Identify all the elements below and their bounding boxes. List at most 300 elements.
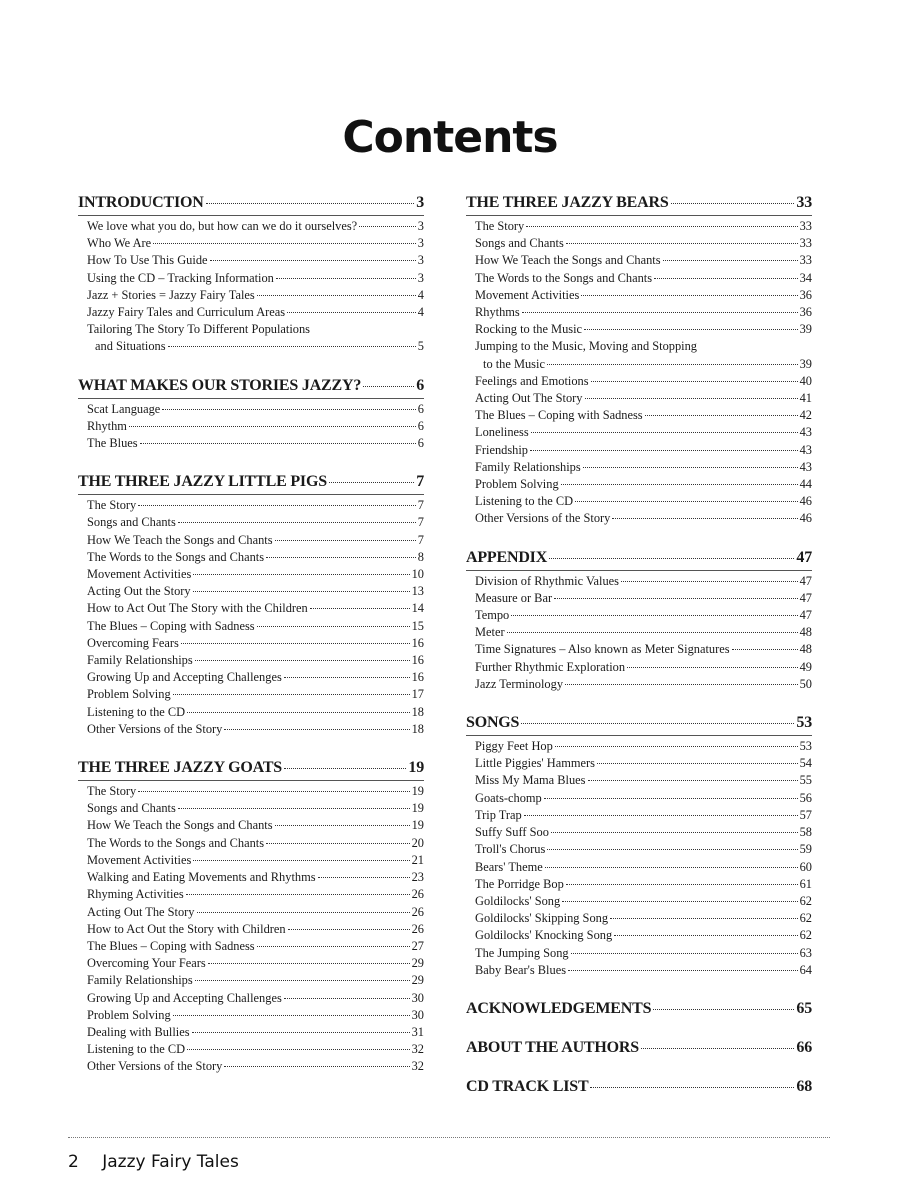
footer-page-number: 2 (68, 1152, 79, 1172)
entry-title: Dealing with Bullies (87, 1024, 190, 1039)
toc-entry (475, 590, 812, 607)
entry-page-number: 4 (417, 287, 424, 302)
toc-section (78, 471, 424, 738)
dot-leader (597, 763, 798, 764)
entry-title: Overcoming Your Fears (87, 956, 206, 971)
toc-entry (87, 618, 424, 635)
section-page-number: 3 (416, 194, 424, 211)
toc-entry (87, 235, 424, 252)
toc-entry (87, 1007, 424, 1024)
toc-entry (87, 972, 424, 989)
dot-leader (186, 894, 410, 895)
toc-entry (475, 476, 812, 493)
toc-entry (87, 270, 424, 287)
toc-section (78, 192, 424, 356)
toc-entry (87, 287, 424, 304)
entry-page-number: 42 (799, 408, 812, 423)
toc-entry (87, 669, 424, 686)
entry-title: Troll's Chorus (475, 842, 546, 857)
toc-section (466, 547, 812, 693)
entry-title: Movement Activities (475, 287, 580, 302)
entry-page-number: 13 (411, 584, 424, 599)
entry-title: How We Teach the Songs and Chants (87, 532, 273, 547)
toc-section (466, 192, 812, 528)
dot-leader (561, 484, 798, 485)
toc-entry (87, 904, 424, 921)
entry-page-number: 7 (417, 498, 424, 513)
entry-title: Family Relationships (475, 459, 581, 474)
entry-page-number: 53 (799, 739, 812, 754)
dot-leader (585, 398, 798, 399)
entry-page-number: 16 (411, 635, 424, 650)
entry-page-number: 26 (411, 887, 424, 902)
dot-leader (524, 815, 798, 816)
dot-leader (284, 677, 410, 678)
toc-entry (87, 304, 424, 321)
toc-entry (475, 338, 812, 372)
entry-page-number: 5 (417, 339, 424, 354)
entry-title: Family Relationships (87, 653, 193, 668)
dot-leader (195, 980, 410, 981)
entry-page-number: 43 (799, 425, 812, 440)
entry-title: The Words to the Songs and Chants (475, 270, 653, 285)
entry-page-number: 4 (417, 305, 424, 320)
page-title: Contents (342, 112, 558, 163)
toc-section (466, 1037, 812, 1060)
dot-leader (275, 540, 416, 541)
entry-page-number: 31 (411, 1024, 424, 1039)
dot-leader (193, 574, 409, 575)
dot-leader (363, 386, 414, 387)
dot-leader (614, 935, 797, 936)
entry-title: We love what you do, but how can we do it ourselves? (87, 219, 358, 233)
dot-leader (287, 312, 416, 313)
entry-title: Family Relationships (87, 973, 193, 988)
entry-title: The Story (87, 784, 137, 799)
dot-leader (575, 501, 798, 502)
section-page-number: 65 (796, 999, 812, 1017)
dot-leader (310, 608, 410, 609)
dot-leader (284, 768, 406, 769)
dot-leader (168, 346, 416, 347)
dot-leader (178, 522, 416, 523)
dot-leader (359, 226, 416, 227)
toc-entry (87, 252, 424, 269)
toc-section (78, 757, 424, 1075)
entry-page-number: 36 (799, 305, 812, 320)
entry-title: Meter (475, 625, 505, 640)
entry-title: How We Teach the Songs and Chants (475, 253, 661, 268)
toc-entry (475, 390, 812, 407)
toc-entry-list (78, 497, 424, 738)
section-page-number: 19 (408, 759, 424, 777)
entry-title: How To Use This Guide (87, 253, 208, 268)
dot-leader (257, 946, 410, 947)
toc-entry (475, 945, 812, 962)
dot-leader (566, 243, 798, 244)
entry-page-number: 36 (799, 287, 812, 302)
entry-page-number: 59 (799, 842, 812, 857)
dot-leader (522, 312, 798, 313)
toc-entry (87, 635, 424, 652)
toc-entry-list (78, 783, 424, 1075)
toc-section (466, 998, 812, 1021)
entry-page-number: 3 (417, 219, 424, 233)
dot-leader (627, 667, 798, 668)
dot-leader (562, 901, 797, 902)
toc-entry (87, 886, 424, 903)
dot-leader (568, 970, 798, 971)
entry-title: Rhythms (475, 305, 520, 320)
entry-title: Other Versions of the Story (87, 1059, 223, 1074)
entry-title: Other Versions of the Story (87, 721, 223, 736)
toc-entry (475, 772, 812, 789)
entry-page-number: 6 (417, 436, 424, 451)
dot-leader (187, 1049, 410, 1050)
dot-leader (192, 1032, 410, 1033)
entry-title: Growing Up and Accepting Challenges (87, 670, 282, 685)
toc-entry (475, 641, 812, 658)
dot-leader (526, 226, 797, 227)
entry-title: Jazzy Fairy Tales and Curriculum Areas (87, 305, 286, 320)
entry-title: Measure or Bar (475, 590, 553, 605)
toc-entry (475, 218, 812, 235)
toc-entry-list (78, 218, 424, 356)
toc-entry (87, 497, 424, 514)
entry-title: The Blues – Coping with Sadness (87, 618, 255, 633)
toc-entry (87, 549, 424, 566)
entry-title: Rocking to the Music (475, 322, 583, 337)
dot-leader (224, 1066, 409, 1067)
toc-entry (475, 607, 812, 624)
toc-entry (475, 510, 812, 527)
toc-entry (475, 573, 812, 590)
entry-title: The Words to the Songs and Chants (87, 835, 265, 850)
toc-section-heading (466, 1076, 812, 1099)
dot-leader (610, 918, 798, 919)
toc-entry (87, 783, 424, 800)
toc-entry (87, 600, 424, 617)
dot-leader (641, 1048, 794, 1049)
entry-title: Further Rhythmic Exploration (475, 659, 626, 674)
entry-page-number: 26 (411, 904, 424, 919)
entry-page-number: 3 (417, 253, 424, 268)
dot-leader (153, 243, 416, 244)
toc-entry (475, 235, 812, 252)
toc-entry (87, 835, 424, 852)
entry-title: Problem Solving (87, 687, 171, 702)
dot-leader (266, 843, 410, 844)
toc-section-heading (78, 375, 424, 399)
dot-leader (173, 694, 410, 695)
dot-leader (545, 867, 798, 868)
entry-page-number: 8 (417, 549, 424, 564)
entry-page-number: 47 (799, 608, 812, 623)
entry-page-number: 29 (411, 956, 424, 971)
entry-page-number: 62 (799, 928, 812, 943)
entry-title: The Blues (87, 436, 138, 451)
entry-page-number: 58 (799, 825, 812, 840)
toc-entry (475, 927, 812, 944)
entry-page-number: 17 (411, 687, 424, 702)
toc-entry (87, 435, 424, 452)
dot-leader (129, 426, 416, 427)
dot-leader (193, 591, 410, 592)
entry-page-number: 47 (799, 573, 812, 588)
dot-leader (507, 632, 798, 633)
entry-title: Other Versions of the Story (475, 511, 611, 526)
dot-leader (257, 626, 410, 627)
entry-page-number: 3 (417, 270, 424, 285)
dot-leader (195, 660, 410, 661)
toc-entry (87, 921, 424, 938)
dot-leader (140, 443, 416, 444)
entry-title: How to Act Out The Story with the Children (87, 601, 308, 616)
toc-entry-list (466, 738, 812, 979)
toc-section-heading (78, 757, 424, 781)
entry-page-number: 18 (411, 704, 424, 719)
entry-page-number: 7 (417, 532, 424, 547)
entry-page-number: 14 (411, 601, 424, 616)
toc-right-column (466, 192, 812, 1115)
toc-section-heading (466, 547, 812, 571)
toc-entry (87, 401, 424, 418)
entry-title: Division of Rhythmic Values (475, 573, 619, 588)
toc-entry (475, 287, 812, 304)
entry-page-number: 6 (417, 418, 424, 433)
section-page-number: 6 (416, 376, 424, 394)
entry-title: How We Teach the Songs and Chants (87, 818, 273, 833)
entry-title: Goldilocks' Knocking Song (475, 928, 613, 943)
dot-leader (531, 432, 798, 433)
dot-leader (588, 780, 798, 781)
dot-leader (178, 808, 410, 809)
section-title: WHAT MAKES OUR STORIES JAZZY? (78, 376, 362, 394)
dot-leader (193, 860, 409, 861)
entry-page-number: 43 (799, 442, 812, 457)
toc-entry (475, 841, 812, 858)
entry-page-number: 21 (411, 852, 424, 867)
entry-title: Songs and Chants (87, 515, 176, 530)
entry-title: Trip Trap (475, 807, 522, 822)
entry-title-line2: to the Music (483, 356, 545, 371)
toc-entry (87, 800, 424, 817)
dot-leader (583, 467, 798, 468)
toc-entry (87, 1058, 424, 1075)
entry-page-number: 62 (799, 911, 812, 926)
toc-entry (87, 990, 424, 1007)
entry-page-number: 18 (411, 721, 424, 736)
entry-title: Acting Out The Story (475, 391, 583, 406)
toc-entry (87, 514, 424, 531)
entry-title-line2: and Situations (95, 339, 166, 354)
section-page-number: 66 (796, 1038, 812, 1056)
section-title: CD TRACK LIST (466, 1077, 589, 1095)
entry-title: Jazz Terminology (475, 676, 564, 691)
toc-section (466, 712, 812, 979)
footer-divider (68, 1137, 830, 1138)
toc-entry (87, 321, 424, 355)
entry-title: The Jumping Song (475, 945, 569, 960)
entry-page-number: 64 (799, 962, 812, 977)
entry-title: The Blues – Coping with Sadness (475, 408, 643, 423)
dot-leader (318, 877, 410, 878)
dot-leader (544, 798, 798, 799)
toc-entry (87, 869, 424, 886)
entry-page-number: 60 (799, 859, 812, 874)
toc-entry (87, 1024, 424, 1041)
entry-page-number: 56 (799, 790, 812, 805)
entry-title: Movement Activities (87, 852, 192, 867)
toc-entry (87, 938, 424, 955)
toc-section-heading (466, 998, 812, 1021)
dot-leader (551, 832, 798, 833)
toc-entry (475, 373, 812, 390)
toc-entry (87, 817, 424, 834)
entry-title: The Blues – Coping with Sadness (87, 938, 255, 953)
entry-title: Tempo (475, 608, 510, 623)
entry-title: How to Act Out the Story with Children (87, 921, 286, 936)
entry-title: Jazz + Stories = Jazzy Fairy Tales (87, 287, 255, 302)
entry-page-number: 46 (799, 511, 812, 526)
toc-entry (87, 1041, 424, 1058)
section-title: THE THREE JAZZY LITTLE PIGS (78, 473, 327, 491)
entry-title: Goldilocks' Song (475, 893, 561, 908)
entry-title: Loneliness (475, 425, 529, 440)
entry-page-number: 26 (411, 921, 424, 936)
entry-page-number: 19 (411, 801, 424, 816)
dot-leader (276, 278, 416, 279)
toc-section (466, 1076, 812, 1099)
toc-entry (475, 676, 812, 693)
toc-entry (475, 493, 812, 510)
entry-title: Scat Language (87, 401, 161, 416)
toc-entry (475, 407, 812, 424)
dot-leader (566, 884, 798, 885)
entry-title: Movement Activities (87, 567, 192, 582)
section-page-number: 33 (796, 194, 812, 211)
toc-entry (87, 955, 424, 972)
dot-leader (547, 364, 798, 365)
entry-title: Listening to the CD (475, 494, 574, 509)
entry-title: Little Piggies' Hammers (475, 756, 595, 771)
dot-leader (671, 203, 795, 204)
toc-section-heading (78, 192, 424, 216)
entry-page-number: 32 (411, 1059, 424, 1074)
footer-book-title: Jazzy Fairy Tales (102, 1152, 239, 1172)
entry-title: Tailoring The Story To Different Populations (87, 322, 310, 337)
dot-leader (584, 329, 798, 330)
entry-page-number: 44 (799, 477, 812, 492)
entry-page-number: 39 (799, 356, 812, 371)
toc-entry (475, 738, 812, 755)
toc-entry (87, 583, 424, 600)
dot-leader (208, 963, 410, 964)
entry-page-number: 61 (799, 876, 812, 891)
entry-title: Friendship (475, 442, 529, 457)
entry-page-number: 29 (411, 973, 424, 988)
entry-page-number: 27 (411, 938, 424, 953)
entry-title: Rhythm (87, 418, 127, 433)
toc-entry (475, 442, 812, 459)
section-title: APPENDIX (466, 548, 548, 566)
entry-page-number: 3 (417, 236, 424, 251)
toc-entry (87, 532, 424, 549)
dot-leader (173, 1015, 410, 1016)
dot-leader (645, 415, 798, 416)
toc-entry (475, 893, 812, 910)
entry-page-number: 33 (799, 219, 812, 233)
toc-entry-list (78, 401, 424, 453)
dot-leader (590, 1087, 794, 1088)
dot-leader (530, 450, 798, 451)
dot-leader (612, 518, 797, 519)
entry-title: Goldilocks' Skipping Song (475, 911, 609, 926)
toc-entry (475, 824, 812, 841)
entry-page-number: 23 (411, 870, 424, 885)
dot-leader (197, 912, 410, 913)
entry-page-number: 33 (799, 236, 812, 251)
toc-entry (475, 624, 812, 641)
dot-leader (571, 953, 798, 954)
dot-leader (653, 1009, 794, 1010)
toc-entry (475, 807, 812, 824)
toc-entry (87, 721, 424, 738)
entry-title: Listening to the CD (87, 704, 186, 719)
entry-page-number: 41 (799, 391, 812, 406)
toc-entry-list (466, 218, 812, 528)
toc-entry (87, 652, 424, 669)
dot-leader (162, 409, 416, 410)
entry-title: Suffy Suff Soo (475, 825, 549, 840)
dot-leader (284, 998, 410, 999)
entry-title: Rhyming Activities (87, 887, 184, 902)
section-page-number: 53 (796, 714, 812, 732)
entry-title: Growing Up and Accepting Challenges (87, 990, 282, 1005)
toc-entry (475, 252, 812, 269)
page-footer (68, 1152, 239, 1172)
dot-leader (275, 825, 410, 826)
entry-page-number: 48 (799, 642, 812, 657)
dot-leader (565, 684, 798, 685)
toc-entry (475, 424, 812, 441)
toc-left-column (78, 192, 424, 1095)
entry-title: The Words to the Songs and Chants (87, 549, 265, 564)
section-title: SONGS (466, 714, 520, 732)
toc-entry (87, 704, 424, 721)
entry-title: Acting Out the Story (87, 584, 191, 599)
section-title: ABOUT THE AUTHORS (466, 1038, 639, 1056)
toc-entry (87, 852, 424, 869)
dot-leader (549, 558, 794, 559)
toc-entry (475, 659, 812, 676)
section-page-number: 68 (796, 1077, 812, 1095)
toc-entry (475, 910, 812, 927)
toc-section-heading (466, 1037, 812, 1060)
dot-leader (224, 729, 409, 730)
dot-leader (206, 203, 415, 204)
entry-title: Piggy Feet Hop (475, 739, 553, 754)
entry-page-number: 57 (799, 807, 812, 822)
toc-entry (475, 876, 812, 893)
entry-title: Bears' Theme (475, 859, 543, 874)
entry-title: Songs and Chants (475, 236, 564, 251)
entry-page-number: 30 (411, 990, 424, 1005)
dot-leader (138, 505, 416, 506)
dot-leader (521, 723, 794, 724)
dot-leader (187, 712, 410, 713)
entry-page-number: 20 (411, 835, 424, 850)
